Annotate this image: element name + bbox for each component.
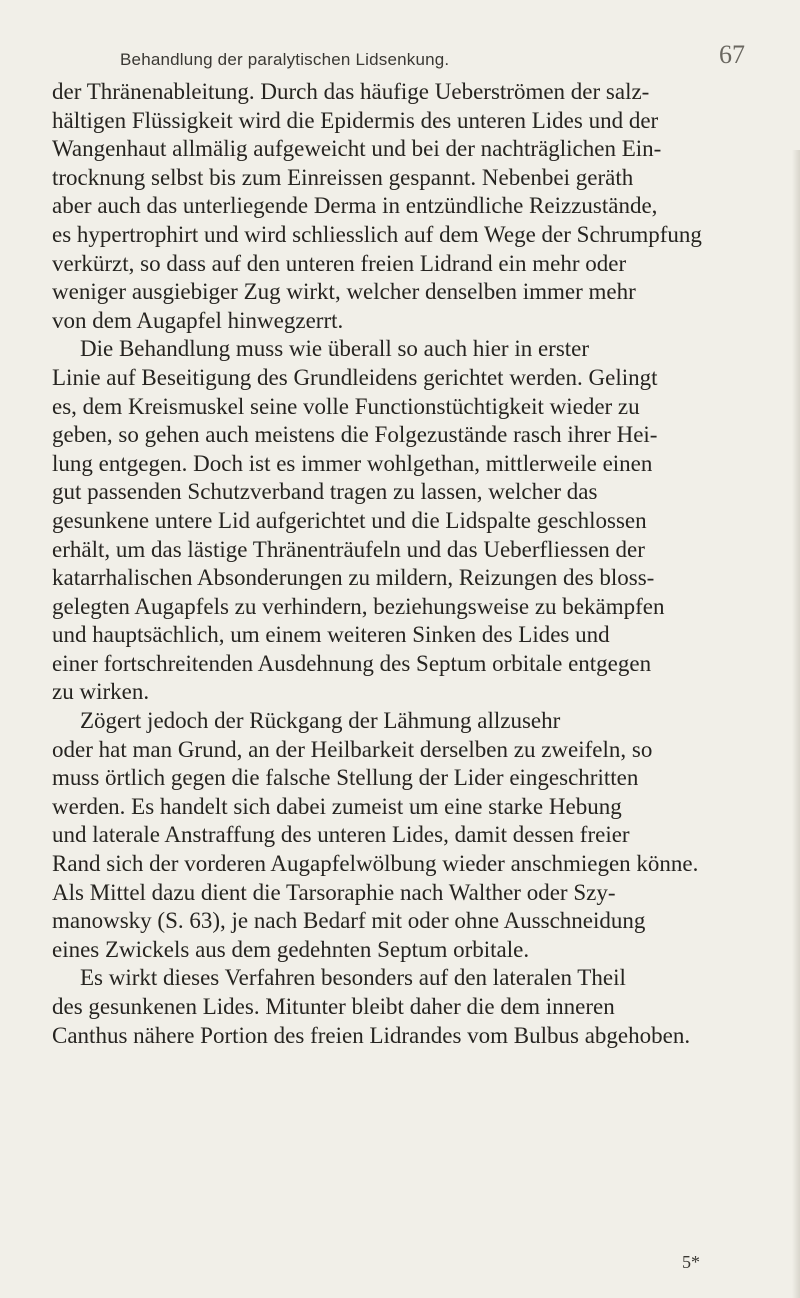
page-number: 67 [719, 40, 745, 69]
running-head [50, 40, 750, 74]
text-line: der Thränenableitung. Durch das häufige Ueberströmen der salz- [52, 79, 650, 104]
text-line: Zögert jedoch der Rückgang der Lähmung allzusehr [80, 708, 561, 734]
text-line: es hypertrophirt und wird schliesslich auf dem Wege der Schrumpfung [52, 221, 702, 247]
text-line: und laterale Anstraffung des unteren Lides, damit dessen freier [52, 822, 630, 848]
text-line: muss örtlich gegen die falsche Stellung der Lider eingeschritten [52, 765, 639, 791]
text-line: oder hat man Grund, an der Heilbarkeit derselben zu zweifeln, so [52, 736, 653, 762]
signature-mark: 5* [682, 1252, 700, 1272]
text-line: von dem Augapfel hinwegzerrt. [52, 307, 344, 333]
text-line: zu wirken. [52, 679, 150, 705]
text-line: lung entgegen. Doch ist es immer wohlgethan, mittlerweile einen [52, 450, 653, 476]
text-line: Die Behandlung muss wie überall so auch hier in erster [80, 336, 590, 362]
body-text [52, 78, 754, 1050]
text-line: verkürzt, so dass auf den unteren freien Lidrand ein mehr oder [52, 250, 627, 276]
text-line: manowsky (S. 63), je nach Bedarf mit oder ohne Ausschneidung [52, 908, 646, 934]
text-line: gelegten Augapfels zu verhindern, beziehungsweise zu bekämpfen [52, 593, 665, 619]
text-line: Linie auf Beseitigung des Grundleidens gerichtet werden. Gelingt [52, 364, 658, 390]
text-line: weniger ausgiebiger Zug wirkt, welcher denselben immer mehr [52, 279, 636, 305]
text-line: Canthus nähere Portion des freien Lidrandes vom Bulbus abgehoben. [52, 1022, 691, 1048]
text-line: erhält, um das lästige Thränenträufeln und das Ueberfliessen der [52, 536, 645, 562]
running-title: Behandlung der paralytischen Lidsenkung. [120, 50, 450, 69]
text-line: werden. Es handelt sich dabei zumeist um eine starke Hebung [52, 793, 622, 819]
text-line: katarrhalischen Absonderungen zu mildern, Reizungen des bloss- [52, 565, 655, 591]
text-line: Als Mittel dazu dient die Tarsoraphie nach Walther oder Szy- [52, 879, 616, 905]
text-line: eines Zwickels aus dem gedehnten Septum orbitale. [52, 936, 530, 962]
text-line: es, dem Kreismuskel seine volle Functionstüchtigkeit wieder zu [52, 393, 640, 419]
binding-shadow [792, 150, 800, 1298]
text-line: des gesunkenen Lides. Mitunter bleibt daher die dem inneren [52, 994, 615, 1019]
text-line: hältigen Flüssigkeit wird die Epidermis des unteren Lides und der [52, 107, 659, 133]
text-line: und hauptsächlich, um einem weiteren Sinken des Lides und [52, 622, 610, 648]
text-line: Wangenhaut allmälig aufgeweicht und bei der nachträglichen Ein- [52, 136, 662, 162]
text-line: Rand sich der vorderen Augapfelwölbung wieder anschmiegen könne. [52, 851, 699, 877]
text-line: gut passenden Schutzverband tragen zu lassen, welcher das [52, 479, 598, 505]
text-line: aber auch das unterliegende Derma in entzündliche Reizzustände, [52, 193, 658, 219]
text-line: einer fortschreitenden Ausdehnung des Septum orbitale entgegen [52, 650, 652, 676]
text-line: Es wirkt dieses Verfahren besonders auf den lateralen Theil [80, 965, 626, 991]
text-line: geben, so gehen auch meistens die Folgezustände rasch ihrer Hei- [52, 422, 658, 448]
text-line: gesunkene untere Lid aufgerichtet und die Lidspalte geschlossen [52, 507, 647, 533]
text-line: trocknung selbst bis zum Einreissen gespannt. Nebenbei geräth [52, 164, 634, 190]
